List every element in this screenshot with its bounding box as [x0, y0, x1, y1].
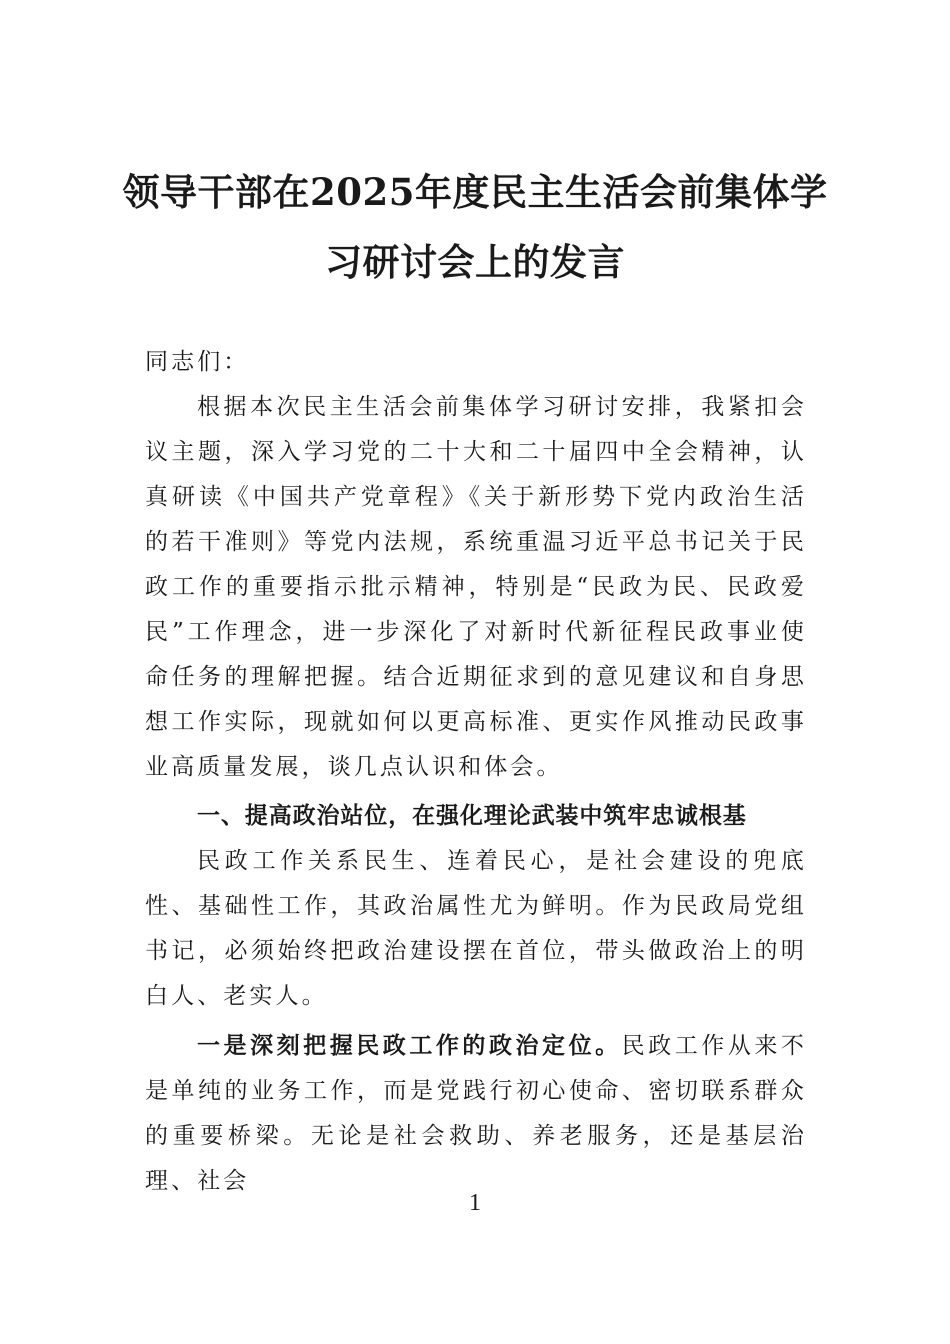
document-title-line-1: 领导干部在2025年度民主生活会前集体学 [122, 170, 828, 214]
section-1-paragraph: 民政工作关系民生、连着民心，是社会建设的兜底性、基础性工作，其政治属性尤为鲜明。作为民政局党组书记，必须始终把政治建设摆在首位，带头做政治上的明白人、老实人。 [145, 848, 807, 1009]
section-1-heading: 一、提高政治站位，在强化理论武装中筑牢忠诚根基 [197, 803, 747, 829]
point-1-lead: 一是深刻把握民政工作的政治定位。 [197, 1032, 622, 1059]
intro-paragraph: 根据本次民主生活会前集体学习研讨安排，我紧扣会议主题，深入学习党的二十大和二十届四中全会精神，认真研读《中国共产党章程》《关于新形势下党内政治生活的若干准则》等党内法规，系统重温习近平总书记关于民政工作的重要指示批示精神，特别是“民政为民、民政爱民”工作理念，进一步深化了对新时代新征程民政事业使命任务的理解把握。结合近期征求到的意见建议和自身思想工作实际，现就如何以更高标准、更实作风推动民政事业高质量发展，谈几点认识和体会。 [145, 394, 807, 780]
document-title-line-2: 习研讨会上的发言 [325, 240, 625, 284]
page-number: 1 [469, 1190, 481, 1216]
document-body [145, 340, 807, 1204]
point-1-text: 民政工作从来不是单纯的业务工作，而是党践行初心使命、密切联系群众的重要桥梁。无论是社会救助、养老服务，还是基层治理、社会 [145, 1033, 807, 1194]
point-1-paragraph [145, 1023, 807, 1204]
salutation: 同志们： [145, 349, 250, 375]
